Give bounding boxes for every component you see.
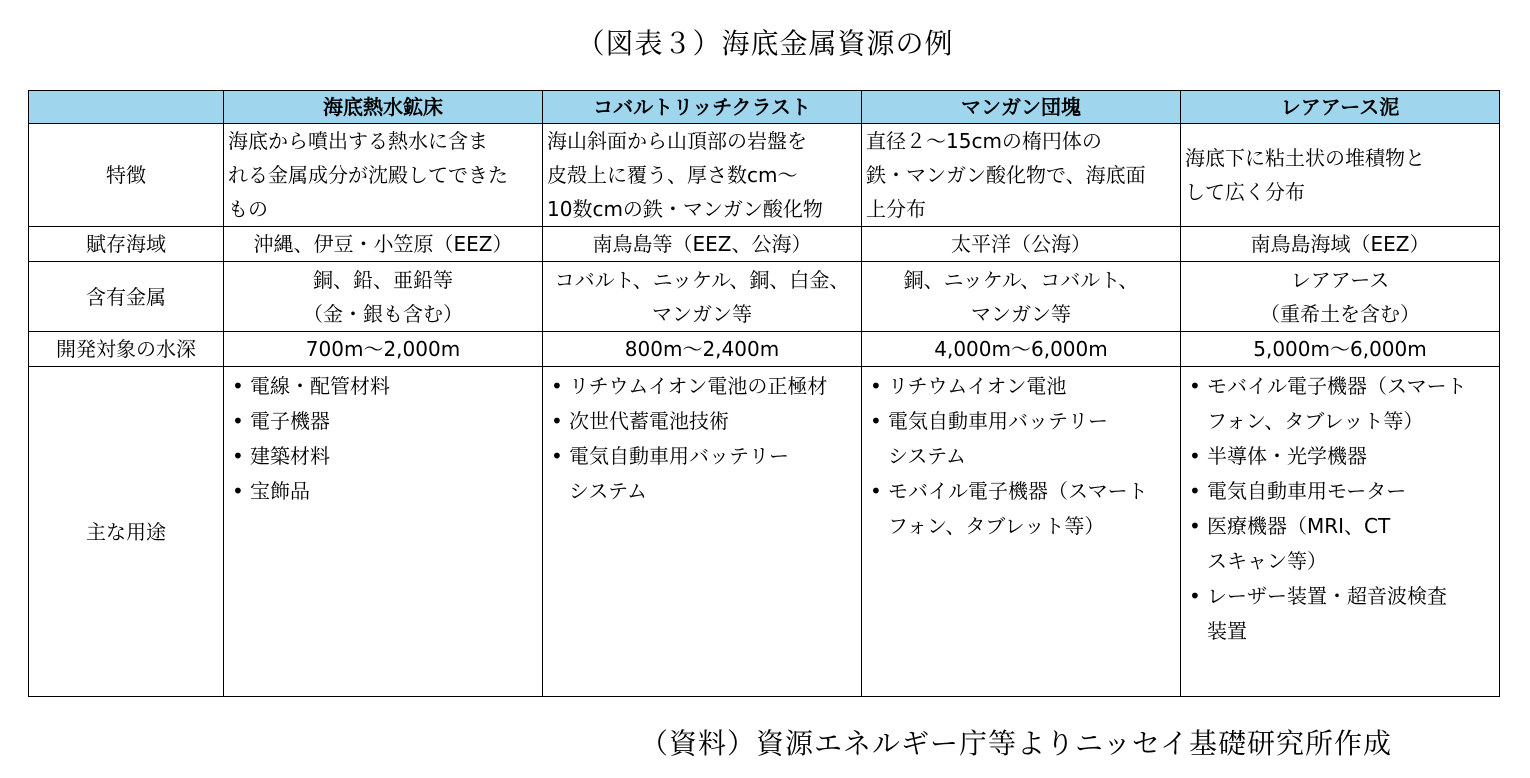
metals-cell bbox=[224, 262, 543, 332]
list-item-text: リチウムイオン電池 bbox=[888, 374, 1067, 398]
bullet-icon: • bbox=[232, 444, 244, 468]
bullet-icon: • bbox=[1189, 374, 1201, 398]
uses-list bbox=[866, 369, 1176, 544]
bullet-icon: • bbox=[232, 479, 244, 503]
header-corner bbox=[29, 91, 224, 124]
uses-list bbox=[1185, 369, 1495, 649]
bullet-icon: • bbox=[1189, 514, 1201, 538]
features-line: 10数cmの鉄・マンガン酸化物 bbox=[547, 197, 823, 221]
list-item-text: 半導体・光学機器 bbox=[1207, 444, 1367, 468]
metals-line: 銅、鉛、亜鉛等 bbox=[313, 267, 453, 292]
list-item bbox=[228, 439, 538, 474]
features-line: 皮殻上に覆う、厚さ数cm～ bbox=[547, 163, 798, 187]
list-item bbox=[866, 474, 1176, 544]
list-item-text: 電気自動車用バッテリー bbox=[569, 444, 789, 468]
bullet-icon: • bbox=[551, 444, 563, 468]
area-cell: 沖縄、伊豆・小笠原（EEZ） bbox=[224, 227, 543, 262]
metals-line: マンガン等 bbox=[652, 301, 752, 326]
list-item-text: モバイル電子機器（スマート bbox=[888, 479, 1148, 503]
list-item-text: 電線・配管材料 bbox=[250, 374, 390, 398]
metals-line: （金・銀も含む） bbox=[303, 301, 463, 326]
table-row-area bbox=[29, 227, 1500, 262]
bullet-icon: • bbox=[551, 409, 563, 433]
header-hydrothermal-deposits: 海底熱水鉱床 bbox=[224, 91, 543, 124]
bullet-icon: • bbox=[1189, 584, 1201, 608]
list-item bbox=[1185, 579, 1495, 649]
list-item-text: 電気自動車用バッテリー bbox=[888, 409, 1108, 433]
features-line: れる金属成分が沈殿してできた bbox=[228, 163, 508, 187]
list-item bbox=[228, 369, 538, 404]
list-item bbox=[1185, 509, 1495, 579]
list-item bbox=[228, 404, 538, 439]
bullet-icon: • bbox=[870, 374, 882, 398]
source-note: （資料）資源エネルギー庁等よりニッセイ基礎研究所作成 bbox=[640, 727, 1393, 760]
depth-cell: 4,000m～6,000m bbox=[862, 332, 1181, 367]
list-item bbox=[228, 474, 538, 509]
features-line: 海底下に粘土状の堆積物と bbox=[1185, 146, 1425, 170]
list-item-text: 電気自動車用モーター bbox=[1207, 479, 1407, 503]
uses-cell bbox=[224, 367, 543, 697]
list-item-text: 装置 bbox=[1207, 619, 1247, 643]
uses-cell bbox=[543, 367, 862, 697]
features-cell bbox=[862, 124, 1181, 227]
bullet-icon: • bbox=[870, 479, 882, 503]
depth-cell: 5,000m～6,000m bbox=[1181, 332, 1500, 367]
row-label-area: 賦存海域 bbox=[29, 227, 224, 262]
row-label-depth: 開発対象の水深 bbox=[29, 332, 224, 367]
list-item-text: システム bbox=[888, 444, 966, 468]
header-rare-earth-mud: レアアース泥 bbox=[1181, 91, 1500, 124]
list-item-text: リチウムイオン電池の正極材 bbox=[569, 374, 828, 398]
list-item bbox=[1185, 439, 1495, 474]
figure-title: （図表３）海底金属資源の例 bbox=[576, 27, 954, 60]
header-cobalt-rich-crust: コバルトリッチクラスト bbox=[543, 91, 862, 124]
features-cell bbox=[543, 124, 862, 227]
depth-cell: 800m～2,400m bbox=[543, 332, 862, 367]
uses-list bbox=[547, 369, 857, 509]
list-item bbox=[547, 404, 857, 439]
metals-line: レアアース bbox=[1290, 267, 1390, 292]
metals-line: （重希土を含む） bbox=[1260, 301, 1420, 326]
features-line: 直径２～15cmの楕円体の bbox=[866, 129, 1102, 153]
table-row-metals bbox=[29, 262, 1500, 332]
list-item bbox=[1185, 474, 1495, 509]
table-row-uses bbox=[29, 367, 1500, 697]
features-cell bbox=[224, 124, 543, 227]
row-label-metals: 含有金属 bbox=[29, 262, 224, 332]
bullet-icon: • bbox=[551, 374, 563, 398]
list-item-text: 電子機器 bbox=[250, 409, 330, 433]
list-item-text: スキャン等） bbox=[1207, 549, 1327, 573]
metals-cell bbox=[543, 262, 862, 332]
metals-line: コバルト、ニッケル、銅、白金、 bbox=[554, 267, 850, 292]
features-line: 上分布 bbox=[866, 197, 926, 221]
features-line: 海底から噴出する熱水に含ま bbox=[228, 129, 488, 153]
seabed-resources-table bbox=[28, 90, 1500, 697]
bullet-icon: • bbox=[232, 409, 244, 433]
list-item bbox=[547, 369, 857, 404]
list-item-text: 次世代蓄電池技術 bbox=[569, 409, 729, 433]
list-item-text: レーザー装置・超音波検査 bbox=[1207, 584, 1447, 608]
bullet-icon: • bbox=[232, 374, 244, 398]
list-item-text: フォン、タブレット等） bbox=[888, 514, 1105, 538]
list-item bbox=[866, 369, 1176, 404]
area-cell: 太平洋（公海） bbox=[862, 227, 1181, 262]
table-row-features bbox=[29, 124, 1500, 227]
list-item-text: システム bbox=[569, 479, 647, 503]
table-header-row bbox=[29, 91, 1500, 124]
features-line: 鉄・マンガン酸化物で、海底面 bbox=[866, 163, 1146, 187]
row-label-uses: 主な用途 bbox=[29, 367, 224, 697]
bullet-icon: • bbox=[1189, 444, 1201, 468]
depth-cell: 700m～2,000m bbox=[224, 332, 543, 367]
metals-cell bbox=[862, 262, 1181, 332]
header-manganese-nodules: マンガン団塊 bbox=[862, 91, 1181, 124]
list-item-text: 医療機器（MRI、CT bbox=[1207, 514, 1391, 538]
area-cell: 南鳥島海域（EEZ） bbox=[1181, 227, 1500, 262]
metals-line: マンガン等 bbox=[971, 301, 1071, 326]
list-item bbox=[1185, 369, 1495, 439]
list-item bbox=[547, 439, 857, 509]
features-cell bbox=[1181, 124, 1500, 227]
list-item-text: モバイル電子機器（スマート bbox=[1207, 374, 1467, 398]
list-item bbox=[866, 404, 1176, 474]
bullet-icon: • bbox=[1189, 479, 1201, 503]
list-item-text: フォン、タブレット等） bbox=[1207, 409, 1424, 433]
list-item-text: 宝飾品 bbox=[250, 479, 310, 503]
features-line: 海山斜面から山頂部の岩盤を bbox=[547, 129, 807, 153]
metals-cell bbox=[1181, 262, 1500, 332]
row-label-features: 特徴 bbox=[29, 124, 224, 227]
features-line: して広く分布 bbox=[1185, 180, 1305, 204]
list-item-text: 建築材料 bbox=[250, 444, 330, 468]
features-line: もの bbox=[228, 197, 268, 221]
table-row-depth bbox=[29, 332, 1500, 367]
bullet-icon: • bbox=[870, 409, 882, 433]
uses-cell bbox=[1181, 367, 1500, 697]
uses-list bbox=[228, 369, 538, 509]
metals-line: 銅、ニッケル、コバルト、 bbox=[903, 267, 1139, 292]
area-cell: 南鳥島等（EEZ、公海） bbox=[543, 227, 862, 262]
uses-cell bbox=[862, 367, 1181, 697]
